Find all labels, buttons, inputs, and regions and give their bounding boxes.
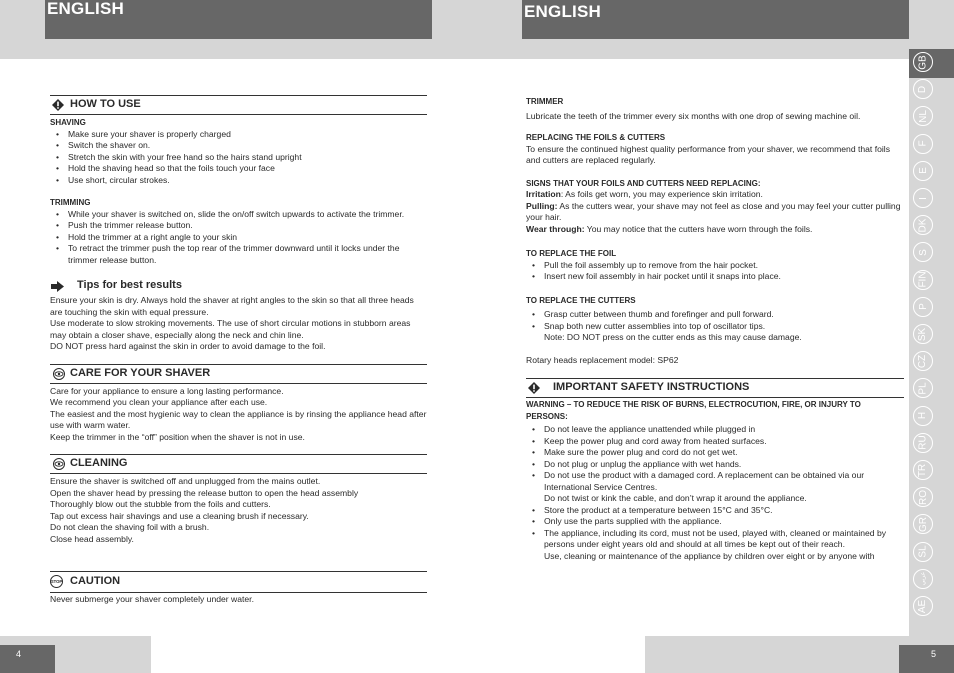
replacing-text: To ensure the continued highest quality performance from your shaver, we recommend that foils and cutters are replaced regularly. <box>526 143 890 165</box>
language-tab-label: CZ <box>917 354 929 368</box>
caution-text: Never submerge your shaver completely under water. <box>50 594 254 604</box>
tips-heading <box>50 280 427 295</box>
language-tab-5[interactable] <box>913 188 933 208</box>
paragraph-line: We recommend you clean your appliance after each use. <box>50 397 268 407</box>
list-item: • Only use the parts supplied with the appliance. <box>526 516 904 528</box>
cleaning-text <box>50 476 427 545</box>
list-item: • Do not use the product with a damaged cord. A replacement can be obtained via our International Service Centres. <box>526 470 904 493</box>
replace-cutters-list <box>526 309 904 332</box>
cleaning-title: CLEANING <box>70 457 128 469</box>
language-tab-label: عربي <box>920 572 927 586</box>
language-tab-label: RO <box>917 489 929 505</box>
paragraph-line: Do not clean the shaving foil with a brush. <box>50 522 210 532</box>
language-tab-label: I <box>917 196 929 200</box>
paragraph-line: The easiest and the most hygienic way to clean the appliance is by rinsing the appliance head after use with warm water. <box>50 408 427 430</box>
how-to-use-title: HOW TO USE <box>70 98 141 110</box>
signs-title: SIGNS THAT YOUR FOILS AND CUTTERS NEED REPLACING: <box>526 178 761 188</box>
left-page-number-box <box>0 645 55 673</box>
right-column <box>526 96 904 562</box>
language-tab-label: NL <box>917 109 929 123</box>
safety-list-2 <box>526 505 904 551</box>
left-column <box>50 95 427 606</box>
language-tab-label: SK <box>917 327 929 341</box>
language-tab-15[interactable] <box>913 460 933 480</box>
list-item: • While your shaver is switched on, slide the on/off switch upwards to activate the trimmer. <box>50 209 427 221</box>
language-tab-label: SL <box>917 545 929 558</box>
language-tab-label: S <box>917 249 929 256</box>
warning-icon <box>52 99 64 111</box>
language-tab-3[interactable] <box>913 134 933 154</box>
left-header-bar <box>45 0 432 39</box>
list-item: • Grasp cutter between thumb and forefinger and pull forward. <box>526 309 904 321</box>
cord-note: Do not twist or kink the cable, and don’t wrap it around the appliance. <box>544 493 807 503</box>
replace-foil-list <box>526 260 904 283</box>
list-item: • Store the product at a temperature between 15°C and 35°C. <box>526 505 904 517</box>
list-item: • Make sure the power plug and cord do not get wet. <box>526 447 904 459</box>
eye-icon <box>52 368 66 380</box>
caution-title: CAUTION <box>70 575 121 587</box>
paragraph-line: Use moderate to slow stroking movements. The use of short circular motions in stubborn areas may obtain a closer shave, especially along the neck and chin line. <box>50 318 411 340</box>
stop-icon: STOP <box>50 575 63 588</box>
right-page-number: 5 <box>931 649 937 659</box>
safety-last-line: Use, cleaning or maintenance of the appliance by children over eight or by anyone with <box>544 550 875 561</box>
language-tab-20[interactable] <box>913 596 933 616</box>
language-tab-label: RU <box>917 435 929 451</box>
list-item: • Stretch the skin with your free hand so the hairs stand upright <box>50 152 427 164</box>
care-title: CARE FOR YOUR SHAVER <box>70 366 211 379</box>
language-tab-label: TR <box>917 463 929 477</box>
list-item: • Switch the shaver on. <box>50 140 427 152</box>
left-header-title: ENGLISH <box>47 0 124 18</box>
safety-warning: WARNING – TO REDUCE THE RISK OF BURNS, ELECTROCUTION, FIRE, OR INJURY TO PERSONS: <box>526 400 861 421</box>
pulling-text: As the cutters wear, your shave may not feel as close and you may feel your cutter pulling your hair. <box>526 200 901 222</box>
paragraph-line: Close head assembly. <box>50 533 134 544</box>
replace-foil-title: TO REPLACE THE FOIL <box>526 249 617 258</box>
tips-title: Tips for best results <box>77 279 182 291</box>
language-tab-label: PL <box>917 382 929 395</box>
list-item: • Keep the power plug and cord away from heated surfaces. <box>526 436 904 448</box>
replacing-title: REPLACING THE FOILS & CUTTERS <box>526 133 666 142</box>
arrow-right-icon <box>51 281 64 292</box>
language-tab-label: H <box>917 411 929 420</box>
pulling-label: Pulling: <box>526 200 558 211</box>
paragraph-line: Thoroughly blow out the stubble from the foils and cutters. <box>50 499 271 509</box>
paragraph-line: Keep the trimmer in the “off” position when the shaver is not in use. <box>50 431 305 442</box>
list-item: • To retract the trimmer push the top rear of the trimmer downward until it locks under the trimmer release button. <box>50 243 427 266</box>
language-tab-14[interactable] <box>913 433 933 453</box>
language-tab-10[interactable] <box>913 324 933 344</box>
wear-label: Wear through: <box>526 223 585 234</box>
language-tab-19[interactable] <box>913 569 933 589</box>
paragraph-line: Open the shaver head by pressing the release button to open the head assembly <box>50 487 359 498</box>
list-item: • Push the trimmer release button. <box>50 220 427 232</box>
replacement-model: Rotary heads replacement model: SP62 <box>526 354 679 365</box>
trimming-title: TRIMMING <box>50 198 91 207</box>
safety-heading <box>526 378 904 398</box>
care-text <box>50 386 427 444</box>
language-tab-label: F <box>917 140 929 147</box>
paragraph-line: Ensure your skin is dry. Always hold the shaver at right angles to the skin so that all three heads are touching the skin with equal pressure. <box>50 295 414 317</box>
irritation-text: : As foils get worn, you may experience skin irritation. <box>560 189 763 199</box>
trimming-list <box>50 209 427 267</box>
shaving-list <box>50 129 427 187</box>
right-page-number-box <box>899 645 954 673</box>
language-tab-0[interactable] <box>913 52 933 72</box>
language-tab-4[interactable] <box>913 161 933 181</box>
signs-irritation <box>526 189 904 201</box>
list-item: • Hold the trimmer at a right angle to your skin <box>50 232 427 244</box>
cleaning-heading <box>50 454 427 474</box>
right-header-bar <box>522 0 909 39</box>
trimmer-title: TRIMMER <box>526 97 564 106</box>
language-tab-label: P <box>917 303 929 311</box>
language-tab-9[interactable] <box>913 297 933 317</box>
tips-text <box>50 295 427 353</box>
list-item: • Make sure your shaver is properly charged <box>50 129 427 141</box>
list-item: • Hold the shaving head so that the foils touch your face <box>50 163 427 175</box>
care-heading <box>50 364 427 384</box>
language-tab-8[interactable] <box>913 270 933 290</box>
language-tab-label: DK <box>917 218 929 233</box>
cutters-note: Note: DO NOT press on the cutter ends as this may cause damage. <box>544 332 802 342</box>
signs-pulling <box>526 201 904 224</box>
irritation-label: Irritation <box>526 189 561 199</box>
replace-cutters-title: TO REPLACE THE CUTTERS <box>526 295 636 305</box>
safety-list <box>526 424 904 493</box>
list-item: • Insert new foil assembly in hair pocket until it snaps into place. <box>526 271 904 283</box>
language-tab-18[interactable] <box>913 542 933 562</box>
list-item: • Use short, circular strokes. <box>50 175 427 187</box>
warning-icon <box>528 382 540 394</box>
list-item: • Do not plug or unplug the appliance with wet hands. <box>526 459 904 471</box>
list-item: • The appliance, including its cord, must not be used, played with, cleaned or maintained by persons under eight years old and should at all times be kept out of their reach. <box>526 528 904 551</box>
how-to-use-heading <box>50 95 427 115</box>
trimmer-text: Lubricate the teeth of the trimmer every six months with one drop of sewing machine oil. <box>526 110 861 121</box>
paragraph-line: Tap out excess hair shavings and use a cleaning brush if necessary. <box>50 510 309 521</box>
language-tab-label: E <box>917 167 929 175</box>
list-item: • Do not leave the appliance unattended while plugged in <box>526 424 904 436</box>
language-tab-label: D <box>917 85 929 93</box>
paragraph-line: DO NOT press hard against the skin in order to avoid damage to the foil. <box>50 341 326 351</box>
language-tab-label: GB <box>917 54 929 70</box>
signs-wear <box>526 224 904 236</box>
left-page-number: 4 <box>16 649 22 659</box>
paragraph-line: Ensure the shaver is switched off and unplugged from the mains outlet. <box>50 476 321 486</box>
shaving-title: SHAVING <box>50 118 86 127</box>
language-tab-label: FIN <box>917 271 929 288</box>
list-item: • Pull the foil assembly up to remove from the hair pocket. <box>526 260 904 272</box>
wear-text: You may notice that the cutters have worn through the foils. <box>584 223 813 234</box>
paragraph-line: Care for your appliance to ensure a long lasting performance. <box>50 385 284 396</box>
language-tab-label: GR <box>917 516 929 532</box>
eye-icon <box>52 458 66 470</box>
caution-heading <box>50 571 427 593</box>
right-header-title: ENGLISH <box>524 2 601 21</box>
language-tab-label: AE <box>917 599 929 613</box>
language-tab-13[interactable] <box>913 406 933 426</box>
safety-title: IMPORTANT SAFETY INSTRUCTIONS <box>553 381 750 393</box>
list-item: • Snap both new cutter assemblies into top of oscillator tips. <box>526 321 904 333</box>
